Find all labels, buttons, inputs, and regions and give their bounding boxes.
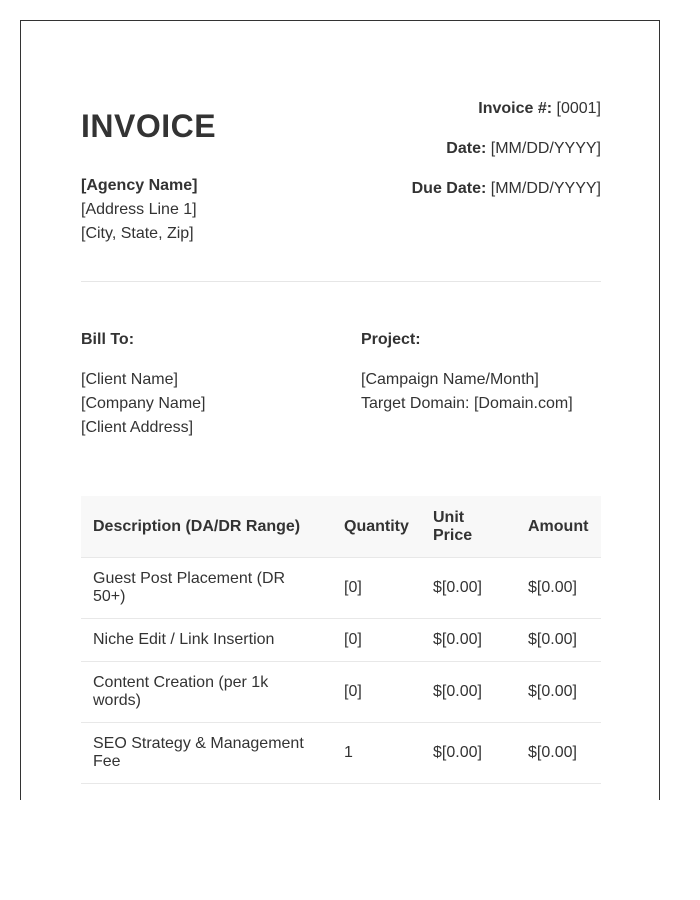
table-row bbox=[81, 619, 601, 662]
invoice-title: INVOICE bbox=[81, 108, 217, 144]
row-quantity: [0] bbox=[332, 662, 421, 723]
row-unit-price: $[0.00] bbox=[421, 723, 516, 784]
project-campaign: [Campaign Name/Month] bbox=[361, 371, 539, 388]
bill-to-company-name: [Company Name] bbox=[81, 395, 206, 412]
invoice-date-value: [MM/DD/YYYY] bbox=[490, 140, 601, 157]
agency-name: [Agency Name] bbox=[81, 177, 198, 194]
bill-to-client-address: [Client Address] bbox=[81, 419, 194, 436]
row-amount: $[0.00] bbox=[516, 723, 601, 784]
row-description: Content Creation (per 1k words) bbox=[81, 662, 332, 723]
row-amount: $[0.00] bbox=[516, 558, 601, 619]
agency-city-state-zip: [City, State, Zip] bbox=[81, 225, 194, 242]
row-amount: $[0.00] bbox=[516, 662, 601, 723]
column-header-description: Description (DA/DR Range) bbox=[81, 496, 332, 558]
invoice-due-date-label: Due Date: bbox=[411, 180, 487, 197]
row-unit-price: $[0.00] bbox=[421, 662, 516, 723]
bill-to-block bbox=[81, 328, 206, 440]
column-header-amount: Amount bbox=[516, 496, 601, 558]
table-header-row bbox=[81, 496, 601, 558]
invoice-page bbox=[20, 20, 660, 800]
project-block bbox=[361, 328, 573, 416]
row-quantity: [0] bbox=[332, 558, 421, 619]
row-unit-price: $[0.00] bbox=[421, 619, 516, 662]
column-header-unit-price: Unit Price bbox=[421, 496, 516, 558]
table-row bbox=[81, 662, 601, 723]
invoice-number-row bbox=[412, 97, 601, 137]
row-quantity: [0] bbox=[332, 619, 421, 662]
invoice-due-date-value: [MM/DD/YYYY] bbox=[490, 180, 601, 197]
project-heading: Project: bbox=[361, 331, 421, 348]
invoice-number-value: [0001] bbox=[556, 100, 601, 117]
agency-block bbox=[81, 174, 197, 246]
header-divider bbox=[81, 281, 601, 282]
row-quantity: 1 bbox=[332, 723, 421, 784]
row-amount: $[0.00] bbox=[516, 619, 601, 662]
bill-to-heading: Bill To: bbox=[81, 331, 135, 348]
column-header-quantity: Quantity bbox=[332, 496, 421, 558]
invoice-meta bbox=[412, 97, 601, 217]
invoice-date-row bbox=[412, 137, 601, 177]
bill-to-client-name: [Client Name] bbox=[81, 371, 178, 388]
row-description: Niche Edit / Link Insertion bbox=[81, 619, 332, 662]
agency-address-line1: [Address Line 1] bbox=[81, 201, 197, 218]
invoice-number-label: Invoice #: bbox=[478, 100, 553, 117]
table-row bbox=[81, 723, 601, 784]
row-unit-price: $[0.00] bbox=[421, 558, 516, 619]
project-target-domain: Target Domain: [Domain.com] bbox=[361, 395, 573, 412]
row-description: Guest Post Placement (DR 50+) bbox=[81, 558, 332, 619]
invoice-date-label: Date: bbox=[446, 140, 487, 157]
line-items-table bbox=[81, 496, 601, 784]
table-row bbox=[81, 558, 601, 619]
invoice-due-date-row bbox=[412, 177, 601, 217]
row-description: SEO Strategy & Management Fee bbox=[81, 723, 332, 784]
